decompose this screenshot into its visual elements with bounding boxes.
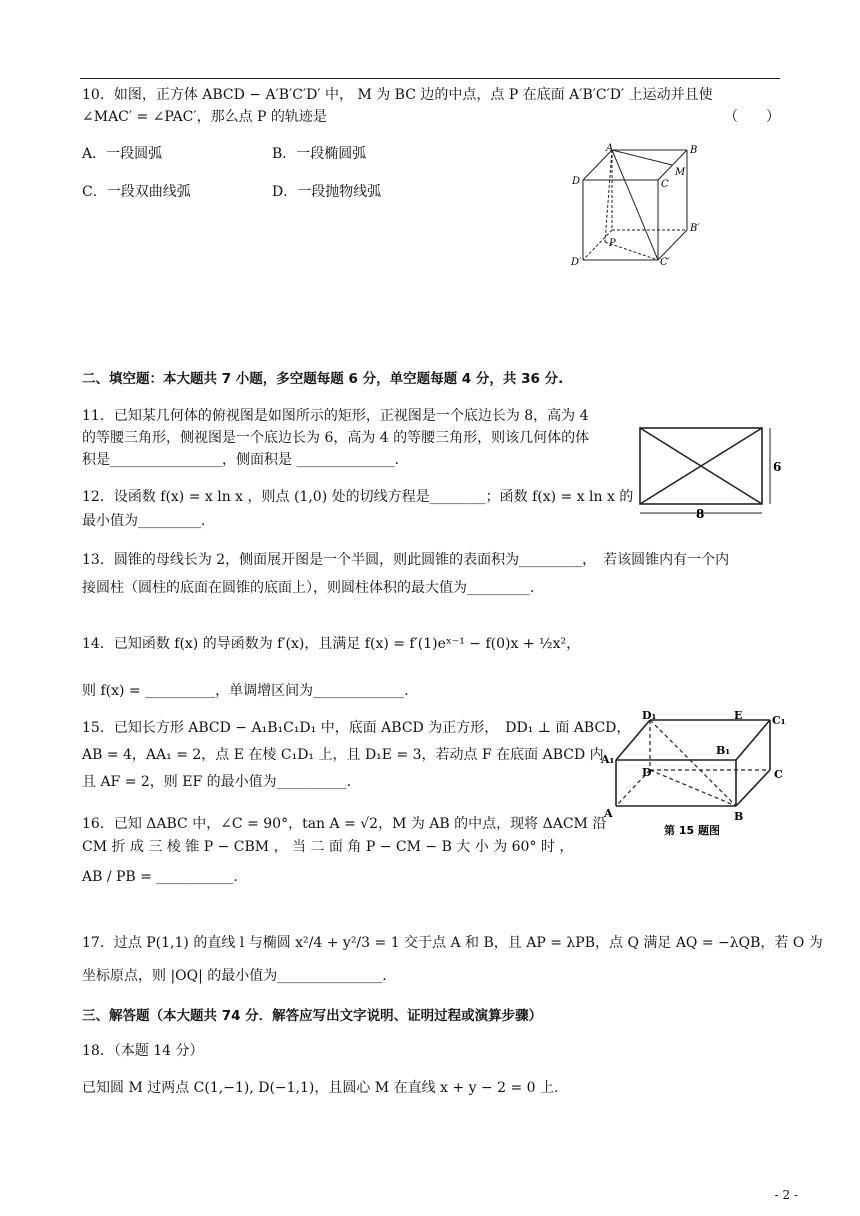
q18-statement: 已知圆 M 过两点 C(1,−1), D(−1,1)，且圆心 M 在直线 x + y − 2 = 0 上. xyxy=(82,1080,559,1096)
page-number: - 2 - xyxy=(774,1188,798,1202)
q10-label-m: M xyxy=(675,167,686,178)
q15-figure-caption: 第 15 题图 xyxy=(664,824,720,837)
q10-label-d: D xyxy=(572,176,581,187)
q10-label-d-prime: D′ xyxy=(571,257,582,267)
q15-label-d1: D₁ xyxy=(642,709,657,722)
top-rule xyxy=(80,78,780,79)
q12-line2: 最小值为_________. xyxy=(82,513,206,529)
q10-line1: 10．如图，正方体 ABCD − A′B′C′D′ 中， M 为 BC 边的中点，点 P 在底面 A′B′C′D′ 上运动并且使 xyxy=(82,87,713,103)
q14-line2: 则 f(x) = __________，单调增区间为_____________. xyxy=(82,683,409,699)
q17-line1: 17．过点 P(1,1) 的直线 l 与椭圆 x²/4 + y²/3 = 1 交于点 A 和 B，且 AP = λPB，点 Q 满足 AQ = −λQB，若 O 为 xyxy=(82,935,823,951)
q10-option-a: A．一段圆弧 xyxy=(82,146,163,162)
q14-line1: 14．已知函数 f(x) 的导函数为 f′(x)，且满足 f(x) = f′(1)eˣ⁻¹ − f(0)x + ½x²， xyxy=(82,636,581,652)
q10-label-b: B xyxy=(690,145,698,156)
q10-cube-figure xyxy=(565,142,715,267)
q11-rectangle-figure xyxy=(632,418,782,523)
q13-line1: 13．圆锥的母线长为 2，侧面展开图是一个半圆，则此圆锥的表面积为_________， 若该圆锥内有一个内 xyxy=(82,552,730,568)
q15-label-e: E xyxy=(734,709,743,722)
q15-label-b1: B₁ xyxy=(716,744,731,757)
q10-line2: ∠MAC′ = ∠PAC′，那么点 P 的轨迹是 xyxy=(82,109,327,125)
q12-line1: 12．设函数 f(x) = x ln x ，则点 (1,0) 处的切线方程是________；函数 f(x) = x ln x 的 xyxy=(82,489,634,505)
q15-label-a1: A₁ xyxy=(601,753,615,766)
q18-heading: 18．（本题 14 分） xyxy=(82,1043,204,1059)
q17-line2: 坐标原点，则 |OQ| 的最小值为_______________. xyxy=(82,968,387,984)
q10-label-a: A xyxy=(606,143,614,154)
q10-option-b: B．一段椭圆弧 xyxy=(272,146,367,162)
q15-label-c: C xyxy=(774,768,783,781)
q10-answer-paren: （ ） xyxy=(724,109,780,125)
section-3-title: 三、解答题（本大题共 74 分．解答应写出文字说明、证明过程或演算步骤） xyxy=(82,1008,543,1024)
q15-cuboid-figure xyxy=(598,708,790,840)
q13-line2: 接圆柱（圆柱的底面在圆锥的底面上），则圆柱体积的最大值为_________. xyxy=(82,580,535,596)
q15-label-d: D xyxy=(642,766,652,779)
q10-label-p: P xyxy=(609,238,616,249)
q10-option-d: D．一段抛物线弧 xyxy=(272,184,382,200)
q10-option-c: C．一段双曲线弧 xyxy=(82,184,191,200)
q15-line3: 且 AF = 2，则 EF 的最小值为__________. xyxy=(82,774,352,790)
q11-width-label: 8 xyxy=(696,507,705,521)
q10-label-b-prime: B′ xyxy=(690,223,700,234)
q16-line2: CM 折 成 三 棱 锥 P − CBM ， 当 二 面 角 P − CM − B 大 小 为 60° 时 ， xyxy=(82,839,574,855)
q10-label-c: C xyxy=(661,179,669,190)
section-2-title: 二、填空题：本大题共 7 小题，多空题每题 6 分，单空题每题 4 分，共 36 分. xyxy=(82,371,564,387)
q15-label-b: B xyxy=(734,810,744,823)
q16-line3: AB / PB = ___________. xyxy=(82,869,238,885)
q15-label-c1: C₁ xyxy=(772,714,786,727)
q16-line1: 16．已知 ΔABC 中，∠C = 90°，tan A = √2，M 为 AB 的中点，现将 ΔACM 沿 xyxy=(82,816,607,832)
q15-line2: AB = 4，AA₁ = 2，点 E 在棱 C₁D₁ 上，且 D₁E = 3，若动点 F 在底面 ABCD 内 xyxy=(82,747,604,763)
q10-label-c-prime: C′ xyxy=(660,257,670,267)
q11-line2: 的等腰三角形，侧视图是一个底边长为 6，高为 4 的等腰三角形，则该几何体的体 xyxy=(82,430,590,446)
q11-line1: 11．已知某几何体的俯视图是如图所示的矩形，正视图是一个底边长为 8，高为 4 xyxy=(82,408,589,424)
q15-label-a: A xyxy=(604,807,613,820)
q15-line1: 15．已知长方形 ABCD − A₁B₁C₁D₁ 中，底面 ABCD 为正方形， DD₁ ⊥ 面 ABCD， xyxy=(82,720,631,736)
q11-line3: 积是________________，侧面积是 ______________. xyxy=(82,452,399,468)
q11-height-label: 6 xyxy=(773,460,782,474)
